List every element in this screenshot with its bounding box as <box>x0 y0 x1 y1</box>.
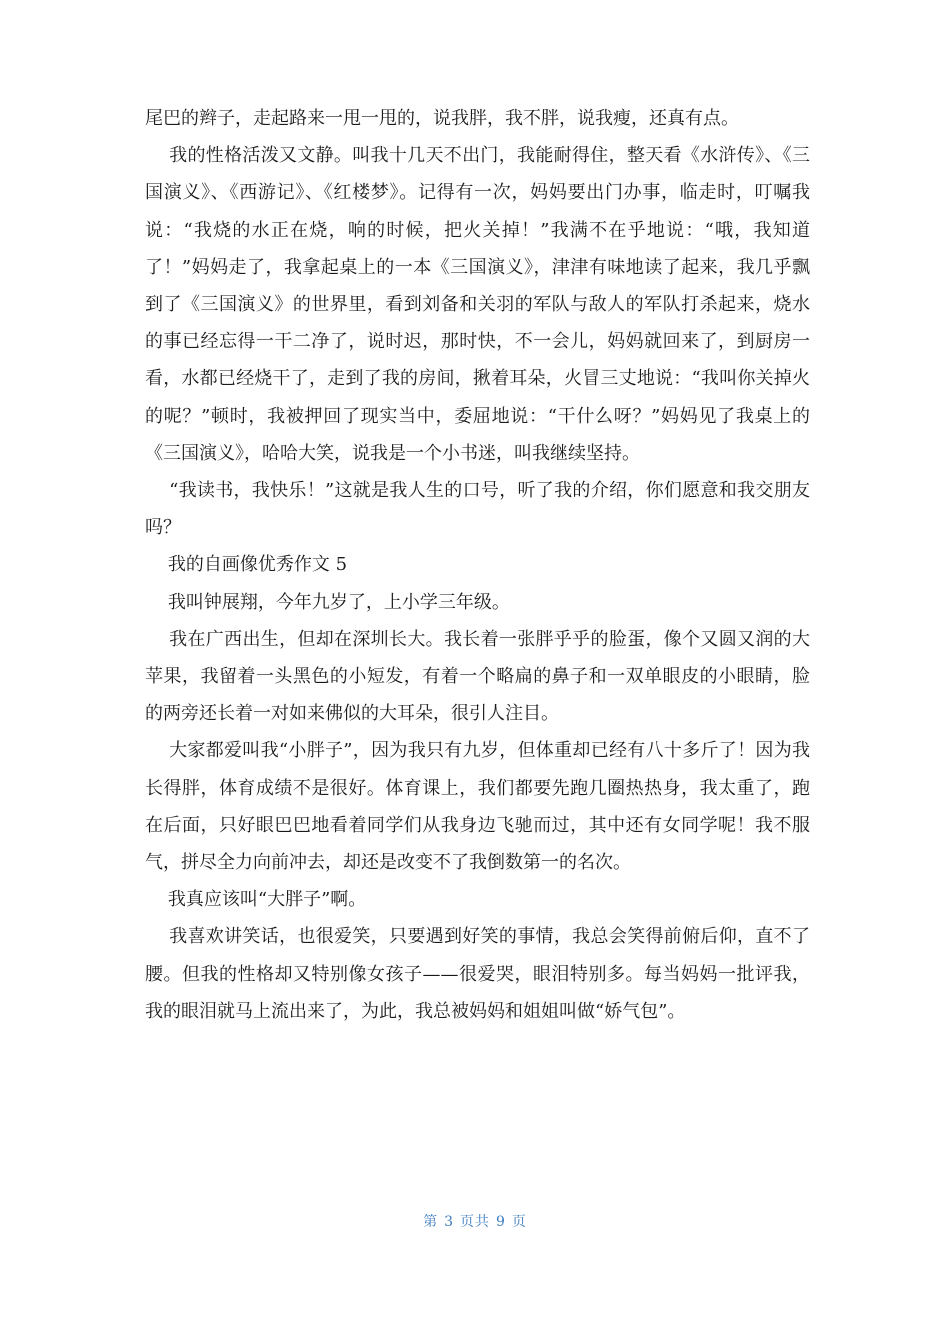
footer-current-page: 3 <box>444 1214 454 1230</box>
footer-middle: 页共 <box>460 1214 490 1230</box>
footer-total-pages: 9 <box>496 1214 506 1230</box>
paragraph-appearance: 我在广西出生，但却在深圳长大。我长着一张胖乎乎的脸蛋，像个又圆又润的大苹果，我留着一头黑色的小短发，有着一个略扁的鼻子和一双单眼皮的小眼睛，脸的两旁还长着一对如来佛似的大耳朵，很引人注目。 <box>145 628 811 725</box>
paragraph-nickname: 大家都爱叫我“小胖子”，因为我只有九岁，但体重却已经有八十多斤了！因为我长得胖，体育成绩不是很好。体育课上，我们都要先跑几圈热热身，我太重了，跑在后面，只好眼巴巴地看着同学们从我身边飞驰而过，其中还有女同学呢！我不服气，拼尽全力向前冲去，却还是改变不了我倒数第一的名次。 <box>145 740 810 874</box>
paragraph-big-nickname: 我真应该叫“大胖子”啊。 <box>145 889 367 911</box>
section-heading: 我的自画像优秀作文 5 <box>145 554 348 576</box>
footer-suffix: 页 <box>511 1214 527 1230</box>
footer-prefix: 第 <box>423 1214 439 1230</box>
paragraph-motto: “我读书，我快乐！”这就是我人生的口号，听了我的介绍，你们愿意和我交朋友吗？ <box>145 480 810 539</box>
page-footer <box>0 1211 950 1231</box>
document-body <box>145 100 810 1030</box>
paragraph-intro: 我叫钟展翔，今年九岁了，上小学三年级。 <box>145 591 510 613</box>
paragraph-continued: 尾巴的辫子，走起路来一甩一甩的，说我胖，我不胖，说我瘦，还真有点。 <box>145 108 739 129</box>
paragraph-character: 我喜欢讲笑话，也很爱笑，只要遇到好笑的事情，我总会笑得前俯后仰，直不了腰。但我的性格却又特别像女孩子——很爱哭，眼泪特别多。每当妈妈一批评我，我的眼泪就马上流出来了，为此，我总被妈妈和姐姐叫做“娇气包”。 <box>145 926 811 1022</box>
paragraph-personality: 我的性格活泼又文静。叫我十几天不出门，我能耐得住，整天看《水浒传》、《三国演义》、《西游记》、《红楼梦》。记得有一次，妈妈要出门办事，临走时，叮嘱我说：“我烧的水正在烧，响的时候，把火关掉！”我满不在乎地说：“哦，我知道了！”妈妈走了，我拿起桌上的一本《三国演义》，津津有味地读了起来，我几乎飘到了《三国演义》的世界里，看到刘备和关羽的军队与敌人的军队打杀起来，烧水的事已经忘得一干二净了，说时迟，那时快，不一会儿，妈妈就回来了，到厨房一看，水都已经烧干了，走到了我的房间，揪着耳朵，火冒三丈地说：“我叫你关掉火的呢？”顿时，我被押回了现实当中，委屈地说：“干什么呀？”妈妈见了我桌上的《三国演义》，哈哈大笑，说我是一个小书迷，叫我继续坚持。 <box>145 145 811 464</box>
